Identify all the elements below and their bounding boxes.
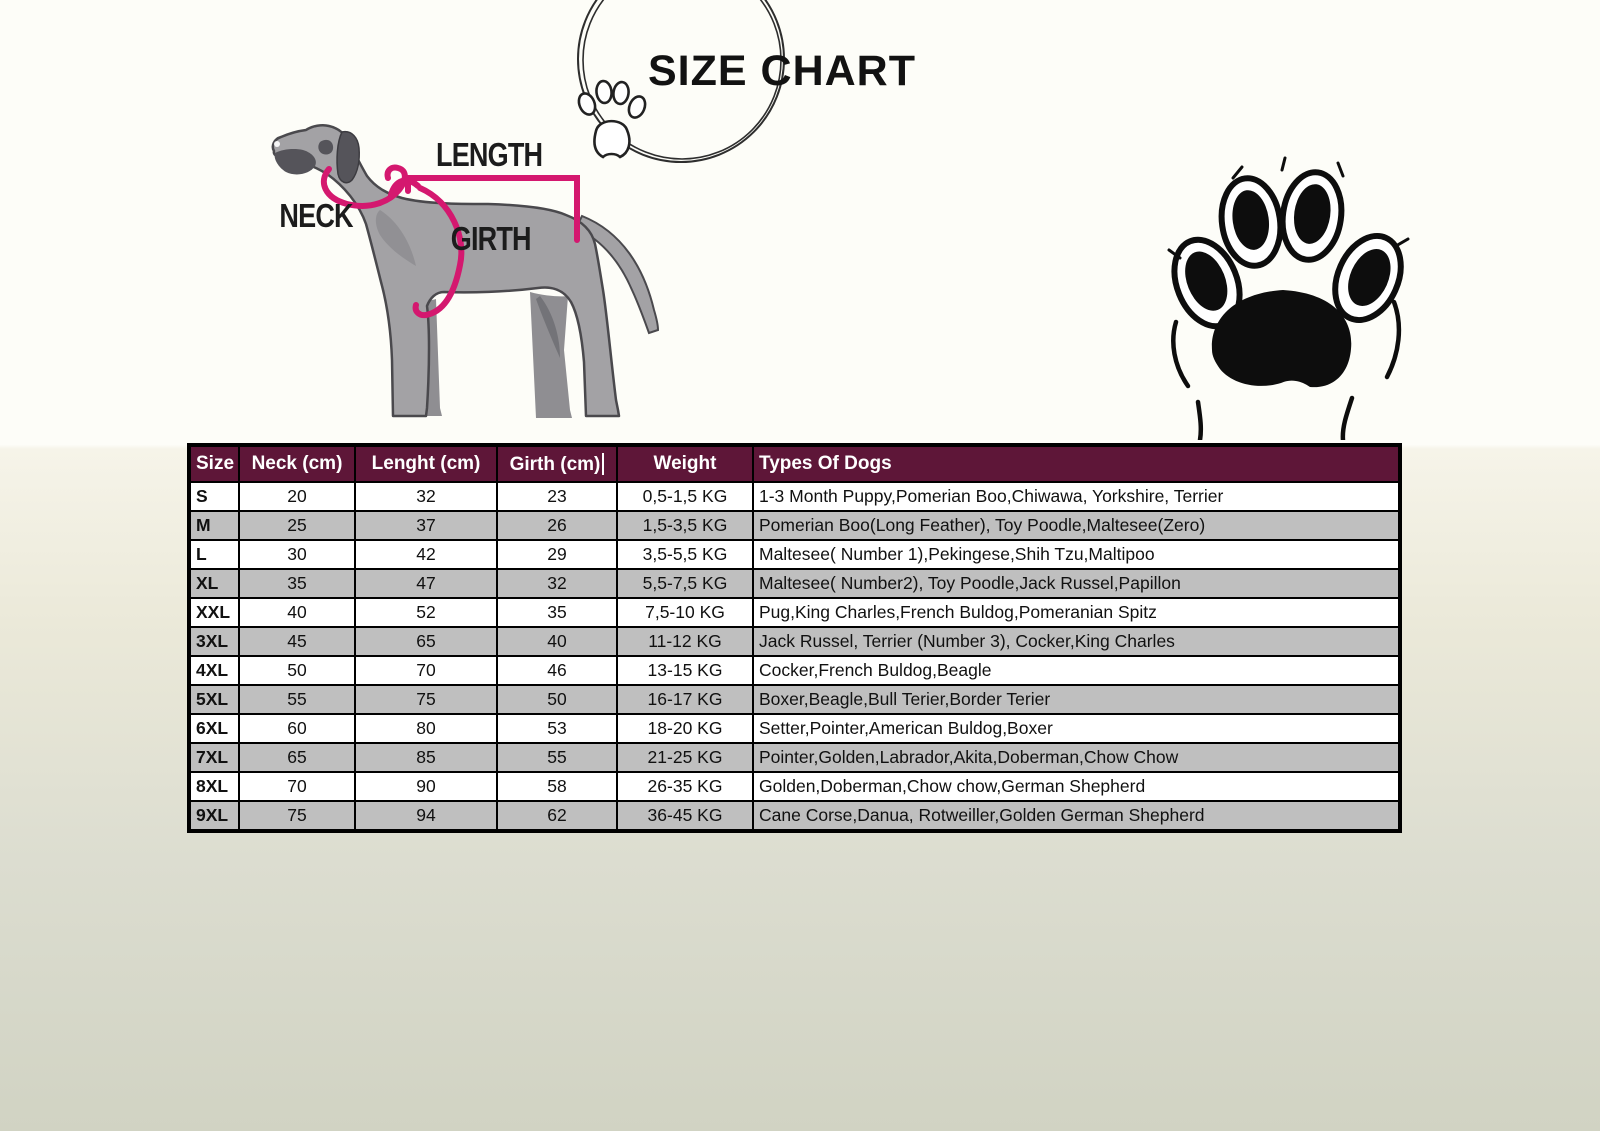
cell-neck: 65	[239, 743, 355, 772]
cell-neck: 45	[239, 627, 355, 656]
cell-length: 52	[355, 598, 497, 627]
cell-girth: 53	[497, 714, 617, 743]
cell-length: 90	[355, 772, 497, 801]
cell-length: 94	[355, 801, 497, 831]
cell-girth: 32	[497, 569, 617, 598]
cell-size: 5XL	[189, 685, 239, 714]
cell-weight: 3,5-5,5 KG	[617, 540, 753, 569]
table-row	[189, 656, 1400, 685]
col-header-types: Types Of Dogs	[753, 445, 1400, 482]
cell-length: 65	[355, 627, 497, 656]
table-row	[189, 714, 1400, 743]
cell-neck: 55	[239, 685, 355, 714]
cell-weight: 5,5-7,5 KG	[617, 569, 753, 598]
cell-girth: 29	[497, 540, 617, 569]
cell-types: Cane Corse,Danua, Rotweiller,Golden German Shepherd	[753, 801, 1400, 831]
length-label: LENGTH	[435, 137, 543, 174]
cell-size: 9XL	[189, 801, 239, 831]
cell-length: 85	[355, 743, 497, 772]
header-row	[189, 445, 1400, 482]
cell-girth: 46	[497, 656, 617, 685]
cell-neck: 30	[239, 540, 355, 569]
cell-weight: 13-15 KG	[617, 656, 753, 685]
cell-weight: 1,5-3,5 KG	[617, 511, 753, 540]
col-header-girth-label: Girth (cm)	[509, 453, 601, 475]
cell-weight: 21-25 KG	[617, 743, 753, 772]
col-header-girth	[497, 445, 617, 482]
cell-neck: 60	[239, 714, 355, 743]
col-header-length: Lenght (cm)	[355, 445, 497, 482]
cell-types: Boxer,Beagle,Bull Terier,Border Terier	[753, 685, 1400, 714]
page-title: SIZE CHART	[648, 47, 916, 95]
cell-types: Cocker,French Buldog,Beagle	[753, 656, 1400, 685]
cell-girth: 26	[497, 511, 617, 540]
dog-eye-patch	[318, 140, 333, 155]
cell-girth: 23	[497, 482, 617, 511]
cell-girth: 35	[497, 598, 617, 627]
table-row	[189, 482, 1400, 511]
cell-girth: 62	[497, 801, 617, 831]
table-row	[189, 685, 1400, 714]
cell-weight: 26-35 KG	[617, 772, 753, 801]
cell-size: 3XL	[189, 627, 239, 656]
cell-size: XL	[189, 569, 239, 598]
table-row	[189, 540, 1400, 569]
cell-length: 32	[355, 482, 497, 511]
cell-types: Pug,King Charles,French Buldog,Pomeranian Spitz	[753, 598, 1400, 627]
cell-length: 37	[355, 511, 497, 540]
cell-length: 42	[355, 540, 497, 569]
cell-size: 4XL	[189, 656, 239, 685]
cell-types: Pomerian Boo(Long Feather), Toy Poodle,Maltesee(Zero)	[753, 511, 1400, 540]
cell-types: Golden,Doberman,Chow chow,German Shepherd	[753, 772, 1400, 801]
cell-weight: 18-20 KG	[617, 714, 753, 743]
cell-neck: 25	[239, 511, 355, 540]
cell-neck: 20	[239, 482, 355, 511]
cell-types: Setter,Pointer,American Buldog,Boxer	[753, 714, 1400, 743]
cell-weight: 7,5-10 KG	[617, 598, 753, 627]
cell-size: S	[189, 482, 239, 511]
table-header	[189, 445, 1400, 482]
table-row	[189, 569, 1400, 598]
cell-length: 75	[355, 685, 497, 714]
cell-size: M	[189, 511, 239, 540]
table-row	[189, 801, 1400, 831]
cell-weight: 11-12 KG	[617, 627, 753, 656]
cell-size: XXL	[189, 598, 239, 627]
cell-weight: 36-45 KG	[617, 801, 753, 831]
cell-types: Maltesee( Number2), Toy Poodle,Jack Russel,Papillon	[753, 569, 1400, 598]
col-header-neck: Neck (cm)	[239, 445, 355, 482]
table-row	[189, 511, 1400, 540]
cell-size: L	[189, 540, 239, 569]
cell-size: 8XL	[189, 772, 239, 801]
dog-far-rear-leg	[530, 292, 572, 418]
cell-length: 80	[355, 714, 497, 743]
cell-types: Maltesee( Number 1),Pekingese,Shih Tzu,Maltipoo	[753, 540, 1400, 569]
cell-types: 1-3 Month Puppy,Pomerian Boo,Chiwawa, Yorkshire, Terrier	[753, 482, 1400, 511]
neck-label: NECK	[279, 198, 353, 235]
table-row	[189, 743, 1400, 772]
table-row	[189, 772, 1400, 801]
cell-girth: 50	[497, 685, 617, 714]
cell-types: Pointer,Golden,Labrador,Akita,Doberman,Chow Chow	[753, 743, 1400, 772]
table-row	[189, 598, 1400, 627]
cell-neck: 40	[239, 598, 355, 627]
dog-measurement-diagram	[230, 100, 670, 440]
cell-length: 70	[355, 656, 497, 685]
cell-size: 6XL	[189, 714, 239, 743]
cell-length: 47	[355, 569, 497, 598]
table-body	[189, 482, 1400, 831]
cell-types: Jack Russel, Terrier (Number 3), Cocker,King Charles	[753, 627, 1400, 656]
col-header-size: Size	[189, 445, 239, 482]
cell-neck: 35	[239, 569, 355, 598]
size-table	[187, 443, 1402, 833]
dog-nose-highlight	[274, 141, 280, 147]
cell-neck: 50	[239, 656, 355, 685]
paw-print-icon	[1140, 150, 1440, 440]
cell-girth: 55	[497, 743, 617, 772]
text-cursor	[602, 453, 604, 475]
col-header-weight: Weight	[617, 445, 753, 482]
table-row	[189, 627, 1400, 656]
cell-neck: 70	[239, 772, 355, 801]
cell-neck: 75	[239, 801, 355, 831]
cell-weight: 16-17 KG	[617, 685, 753, 714]
cell-girth: 58	[497, 772, 617, 801]
girth-label: GIRTH	[450, 221, 531, 258]
cell-weight: 0,5-1,5 KG	[617, 482, 753, 511]
cell-girth: 40	[497, 627, 617, 656]
cell-size: 7XL	[189, 743, 239, 772]
